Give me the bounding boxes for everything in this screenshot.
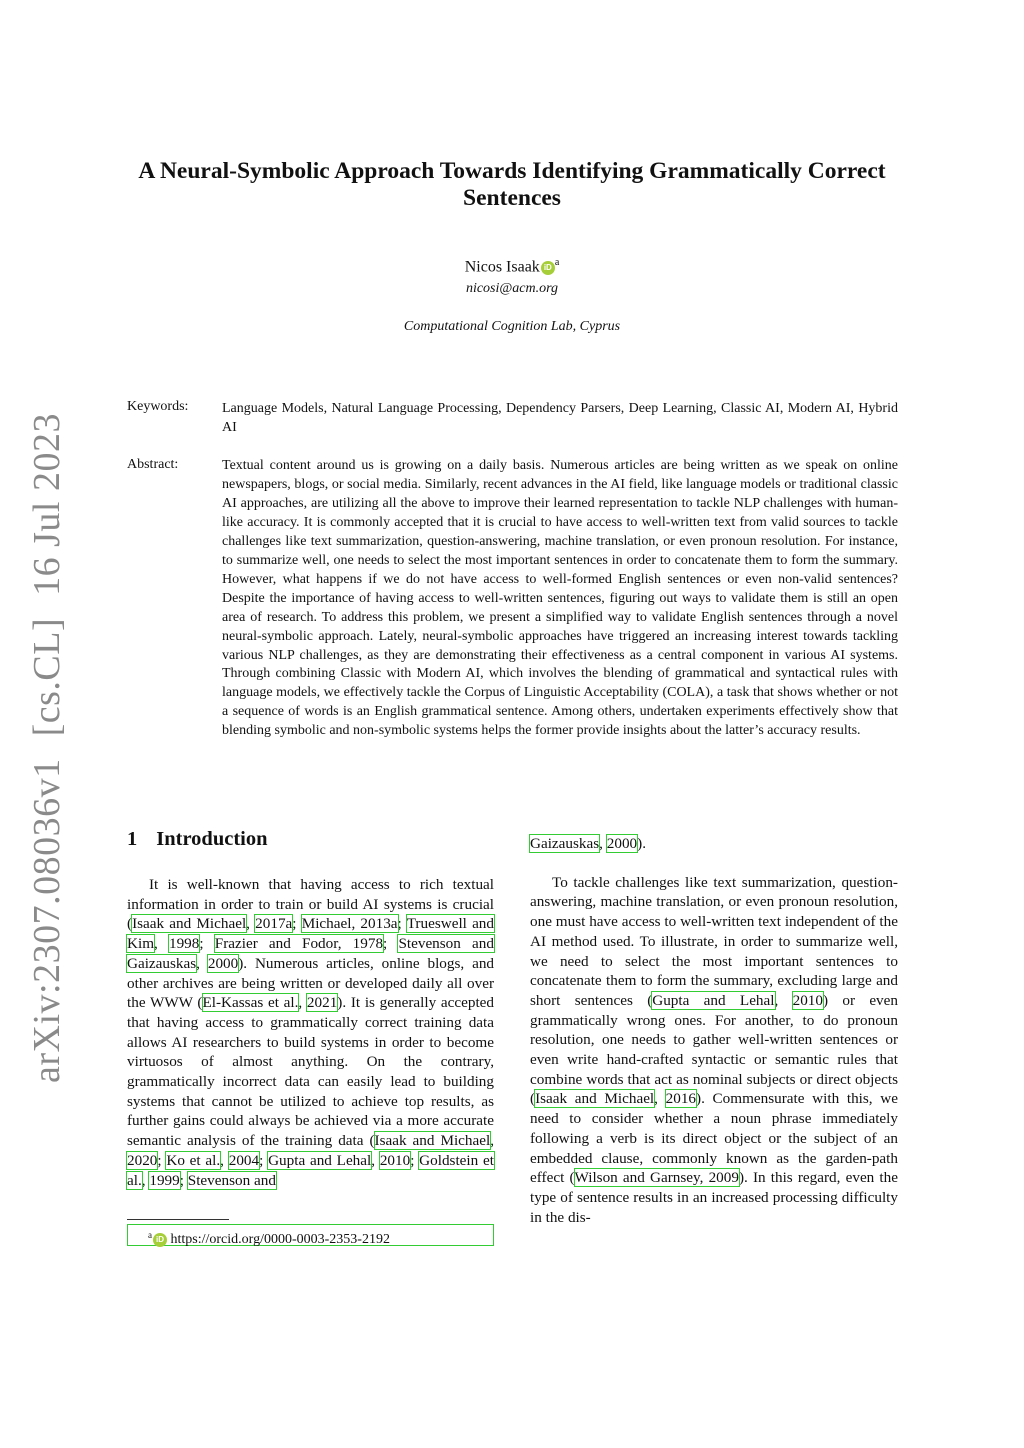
citation-link[interactable]: 2021 — [306, 994, 338, 1012]
intro-left-column — [127, 875, 494, 1190]
body-text: ; — [199, 935, 215, 953]
abstract-label: Abstract: — [127, 457, 179, 472]
body-text: , — [220, 1151, 229, 1169]
citation-link[interactable]: Trueswell and Kim — [127, 915, 494, 953]
body-text: ). — [637, 835, 646, 852]
section-title: Introduction — [156, 828, 268, 850]
body-text: , — [141, 1171, 150, 1189]
author-email: nicosi@acm.org — [465, 281, 559, 296]
body-text: It is well-known that having access to rich textual information in order to train or build AI systems is crucial ( — [127, 876, 494, 933]
body-text: , — [246, 915, 256, 933]
orcid-icon[interactable]: iD — [541, 261, 555, 275]
body-text: ; — [157, 1151, 167, 1169]
citation-link[interactable]: Isaak and Michael — [374, 1132, 491, 1150]
citation-link[interactable]: Isaak and Michael — [132, 915, 247, 933]
citation-link[interactable]: Stevenson and Gaizauskas — [127, 935, 494, 972]
citation-link[interactable]: 1999 — [149, 1171, 180, 1189]
citation-link[interactable]: 2004 — [228, 1151, 260, 1169]
citation-link[interactable]: Gupta and Lehal — [268, 1151, 372, 1169]
citation-link[interactable]: Wilson and Garnsey, 2009 — [574, 1169, 739, 1187]
body-text: , — [654, 1090, 666, 1108]
body-text: ; — [179, 1171, 188, 1189]
citation-link[interactable]: Stevenson and — [187, 1171, 276, 1189]
citation-link[interactable]: Frazier and Fodor, 1978 — [214, 935, 384, 953]
author-affiliation: Computational Cognition Lab, Cyprus — [403, 319, 621, 334]
footnote-marker: a — [148, 1230, 152, 1240]
body-text: To tackle challenges like text summarization, question-answering, machine translation, or even pronoun resolution, one must have access to well-written text independent of the AI method used. To illustrate, in order to summarize well, we need to select the most important sentences to concatenate them to form the summary, excluding large and short sentences ( — [530, 873, 898, 1009]
body-text: , — [196, 954, 208, 972]
body-text: ). Commensurate with this, we need to consider whether a noun phrase immediately following a verb is its direct object or the subject of an embedded clause, commonly known as the garden-path effect ( — [530, 1090, 898, 1187]
body-text: ; — [259, 1151, 269, 1169]
author-line — [0, 257, 1024, 276]
arxiv-category: [cs.CL] — [26, 617, 68, 737]
orcid-icon: iD — [153, 1233, 167, 1247]
author-name: Nicos Isaak — [464, 258, 540, 276]
citation-link[interactable]: Ko et al. — [166, 1151, 221, 1169]
arxiv-stamp — [25, 413, 69, 1083]
body-text: ) or even grammatically wrong ones. For another, to do pronoun resolution, one needs to gather well-written sentences or even write hand-crafted syntactic or semantic rules that combine words that act as nominal subjects or direct objects ( — [530, 991, 898, 1108]
intro-paragraph-1-continued — [530, 834, 898, 854]
citation-link[interactable]: 2020 — [127, 1151, 158, 1169]
citation-link[interactable]: Gaizauskas — [530, 835, 600, 852]
author-affiliation-marker: a — [554, 257, 560, 268]
paper-title: A Neural-Symbolic Approach Towards Identifying Grammatically Correct Sentences — [138, 158, 886, 211]
body-text: , — [599, 835, 607, 852]
body-text: , — [490, 1132, 494, 1150]
citation-link[interactable]: 2016 — [665, 1090, 697, 1108]
citation-link[interactable]: El-Kassas et al. — [202, 994, 299, 1012]
body-text: ). In this regard, even the type of sentence results in an increased processing difficulty in the dis- — [530, 1169, 898, 1226]
intro-paragraph-1 — [127, 875, 494, 1190]
section-number: 1 — [127, 828, 138, 850]
body-text: ; — [292, 915, 302, 933]
footnote-url: https://orcid.org/0000-0003-2353-2192 — [170, 1232, 390, 1247]
keywords-label: Keywords: — [127, 399, 189, 414]
footnote-orcid-link[interactable] — [127, 1224, 494, 1246]
footnote-rule — [127, 1219, 229, 1220]
citation-link[interactable]: Goldstein et al. — [127, 1151, 494, 1189]
abstract-text: Textual content around us is growing on a daily basis. Numerous articles are being written as we speak on online newspapers, blogs, or social media. Similarly, recent advances in the AI field, like language models or traditional classic AI approaches, are utilizing all the above to improve their learned representation to tackle NLP challenges with human-like accuracy. It is commonly accepted that it is crucial to have access to well-written text from valid sources to tackle challenges like text summarization, question-answering, machine translation, or even pronoun resolution. For instance, to summarize well, one needs to select the most important sentences in order to concatenate them to form the summary. However, what happens if we do not have access to well-formed English sentences or even non-valid sentences? Despite the importance of having access to well-written sentences, figuring out ways to validate them is still an open area of research. To address this problem, we present a simplified way to validate English sentences through a novel neural-symbolic approach. Lately, neural-symbolic approaches have triggered an increasing interest towards tackling various NLP challenges, as they are demonstrating their effectiveness as a central component in various AI systems. Through combining Classic with Modern AI, which involves the blending of grammatical and syntactical rules with language models, we effectively tackle the Corpus of Linguistic Acceptability (COLA), a task that shows whether or not a sequence of words is an English grammatical sentence. Among others, undertaken experiments effectively show that blending symbolic and non-symbolic systems helps the former provide insights about the latter’s accuracy results. — [222, 458, 898, 739]
body-text: ; — [410, 1151, 420, 1169]
citation-link[interactable]: 2010 — [792, 991, 823, 1009]
body-text: , — [298, 994, 307, 1012]
body-text: ; — [397, 915, 407, 933]
body-text: ; — [383, 935, 399, 953]
body-text: ). It is generally accepted that having access to grammatically correct training data allows AI researchers to build systems in order to become virtuosos of almost anything. On the contrary, grammatically incorrect data can easily lead to building systems that cannot be utilized to achieve top results, as further gains could always be achieved via a more accurate semantic analysis of the training data ( — [127, 994, 495, 1150]
citation-link[interactable]: Gupta and Lehal — [652, 991, 775, 1009]
citation-link[interactable]: 1998 — [168, 935, 200, 953]
keywords-text: Language Models, Natural Language Processing, Dependency Parsers, Deep Learning, Classic AI, Modern AI, Hybrid AI — [222, 401, 898, 435]
arxiv-date: 16 Jul 2023 — [26, 413, 68, 596]
citation-link[interactable]: 2000 — [207, 954, 239, 972]
body-text: ). Numerous articles, online blogs, and other archives are being written or developed daily all over the WWW ( — [127, 954, 495, 1012]
citation-link[interactable]: Michael, 2013a — [301, 915, 398, 933]
arxiv-id: arXiv:2307.08036v1 — [26, 758, 68, 1083]
citation-link[interactable]: 2000 — [606, 835, 638, 852]
body-text: , — [774, 991, 793, 1009]
body-text: , — [371, 1151, 380, 1169]
intro-right-column — [530, 834, 898, 1227]
body-text: , — [154, 935, 169, 953]
section-heading — [127, 828, 268, 851]
citation-link[interactable]: Isaak and Michael — [535, 1090, 655, 1108]
intro-paragraph-2 — [530, 873, 898, 1228]
citation-link[interactable]: 2017a — [255, 915, 293, 933]
citation-link[interactable]: 2010 — [379, 1151, 411, 1169]
